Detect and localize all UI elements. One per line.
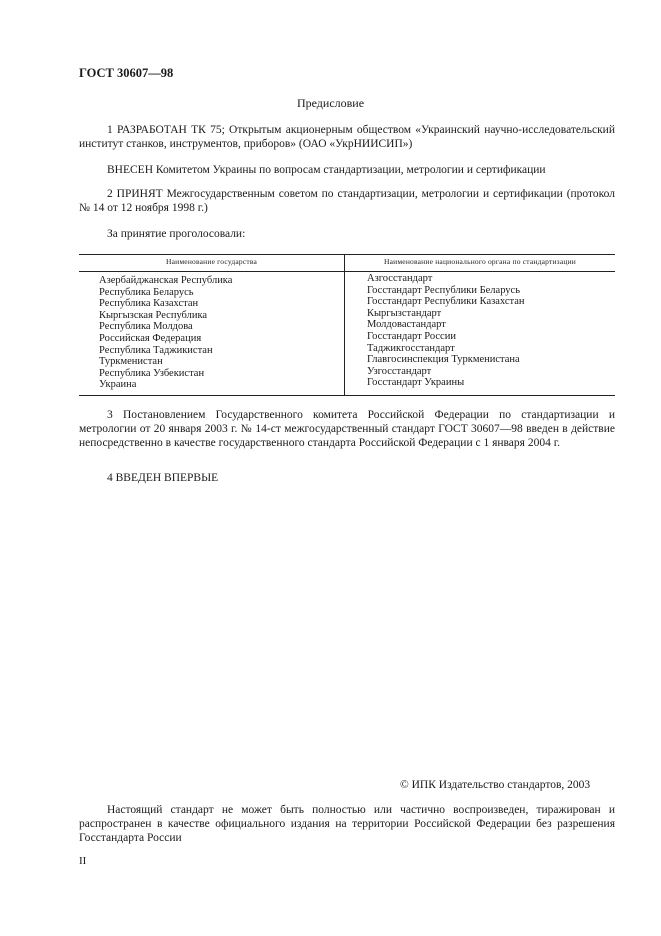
table-cell-state: Республика Узбекистан bbox=[99, 367, 205, 379]
paragraph-first-introduced: 4 ВВЕДЕН ВПЕРВЫЕ bbox=[107, 472, 219, 484]
table-top-rule bbox=[79, 254, 615, 255]
table-header-rule bbox=[79, 271, 615, 272]
table-cell-state: Республика Казахстан bbox=[99, 298, 199, 310]
table-header-body: Наименование национального органа по стандартизации bbox=[384, 257, 576, 266]
states-column bbox=[99, 275, 232, 391]
table-bottom-rule bbox=[79, 395, 615, 396]
table-cell-body: Госстандарт Республики Беларусь bbox=[367, 284, 521, 296]
table-cell-body: Таджикгосстандарт bbox=[367, 342, 455, 354]
table-cell-state: Российская Федерация bbox=[99, 332, 202, 344]
paragraph-voted: За принятие проголосовали: bbox=[107, 228, 246, 240]
table-cell-state: Республика Таджикистан bbox=[99, 344, 213, 356]
table-cell-body: Кыргызстандарт bbox=[367, 307, 442, 319]
table-column-divider bbox=[344, 254, 345, 396]
paragraph-developed: 1 РАЗРАБОТАН ТК 75; Открытым акционерным обществом «Украинский научно-исследовательский институт станков, инструментов, приборов» (ОАО «УкрНИИСИП») bbox=[79, 124, 615, 150]
table-cell-body: Узгосстандарт bbox=[367, 365, 432, 377]
table-cell-body: Госстандарт Республики Казахстан bbox=[367, 296, 525, 308]
bodies-column bbox=[367, 273, 525, 389]
section-title: Предисловие bbox=[296, 96, 365, 110]
document-code-header: ГОСТ 30607—98 bbox=[79, 66, 174, 80]
table-cell-state: Республика Молдова bbox=[99, 321, 193, 333]
table-cell-state: Кыргызская Республика bbox=[99, 309, 208, 321]
table-cell-body: Госстандарт России bbox=[367, 330, 456, 342]
paragraph-adopted: 2 ПРИНЯТ Межгосударственным советом по стандартизации, метрологии и сертификации (протокол № 14 от 12 ноября 1998 г.) bbox=[79, 188, 615, 214]
table-cell-body: Молдовастандарт bbox=[367, 319, 446, 331]
copyright-line: © ИПК Издательство стандартов, 2003 bbox=[400, 779, 591, 791]
paragraph-introduced: ВНЕСЕН Комитетом Украины по вопросам стандартизации, метрологии и сертификации bbox=[107, 164, 546, 176]
reproduction-notice: Настоящий стандарт не может быть полностью или частично воспроизведен, тиражирован и распространен в качестве официального издания на территории Российской Федерации без разрешения Госстандарта России bbox=[79, 804, 615, 844]
table-cell-body: Главгосинспекция Туркменистана bbox=[367, 354, 520, 366]
table-cell-state: Азербайджанская Республика bbox=[99, 275, 233, 286]
table-cell-state: Украина bbox=[99, 379, 137, 391]
table-cell-state: Туркменистан bbox=[99, 356, 163, 368]
table-cell-body: Азгосстандарт bbox=[367, 273, 433, 284]
table-cell-body: Госстандарт Украины bbox=[367, 377, 465, 389]
voting-table bbox=[79, 254, 615, 396]
table-header-state: Наименование государства bbox=[165, 257, 257, 266]
page-number: II bbox=[79, 855, 87, 867]
table-cell-state: Республика Беларусь bbox=[99, 286, 194, 298]
paragraph-enacted: 3 Постановлением Государственного комитета Российской Федерации по стандартизации и метрологии от 20 января 2003 г. № 14-ст межгосударственный стандарт ГОСТ 30607—98 введен в действие непосредственно в качестве государственного стандарта Российской Федерации с 1 января 2004 г. bbox=[79, 409, 615, 449]
